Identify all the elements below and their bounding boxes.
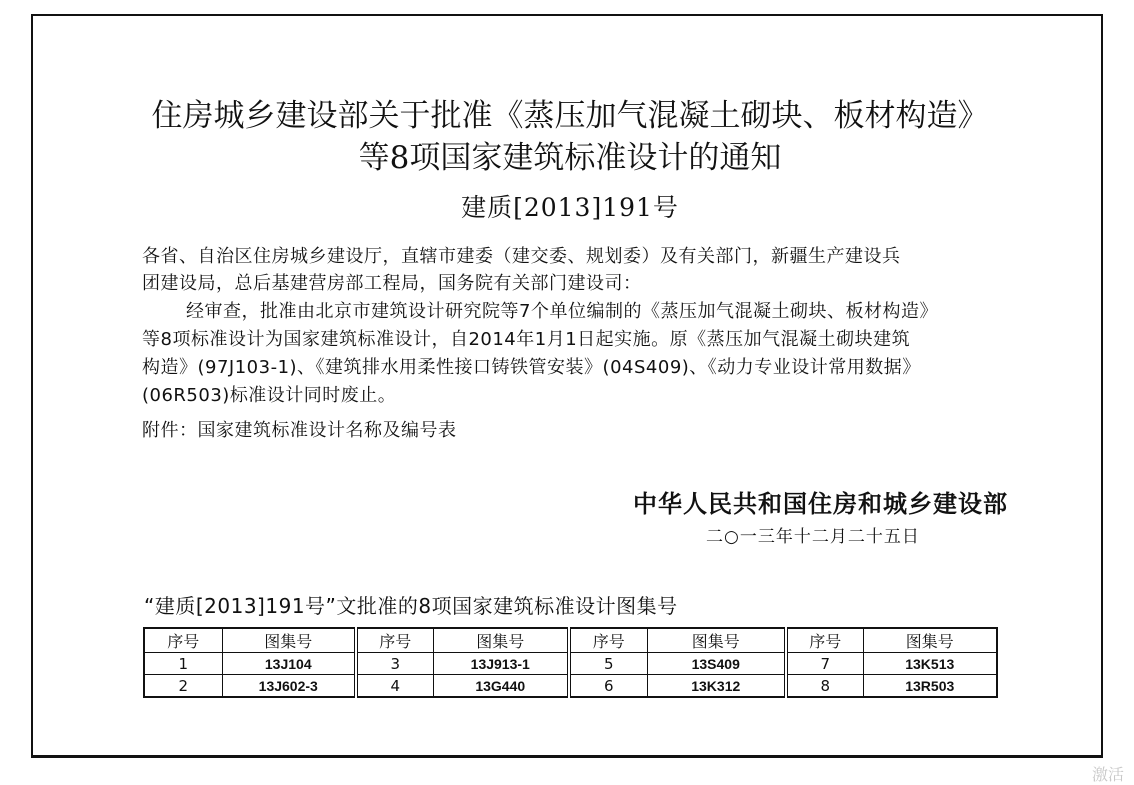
activation-watermark: 激活: [1092, 765, 1125, 784]
code-cell: 13J602-3: [222, 675, 356, 698]
code-cell: 13R503: [863, 675, 997, 698]
header-code: 图集号: [433, 628, 569, 653]
seq-cell: 2: [144, 675, 222, 698]
table-row: [144, 675, 997, 698]
header-seq: 序号: [356, 628, 433, 653]
atlas-number-table: [143, 627, 998, 698]
header-code: 图集号: [863, 628, 997, 653]
table-header-row: [144, 628, 997, 653]
table-row: [144, 653, 997, 675]
body-line-6: (06R503)标准设计同时废止。: [142, 385, 397, 406]
code-cell: 13K312: [647, 675, 786, 698]
header-code: 图集号: [647, 628, 786, 653]
table-caption: “建质[2013]191号”文批准的8项国家建筑标准设计图集号: [144, 594, 678, 618]
seq-cell: 1: [144, 653, 222, 675]
code-cell: 13S409: [647, 653, 786, 675]
attachment-line: 附件：国家建筑标准设计名称及编号表: [142, 420, 457, 441]
notice-title-line1: 住房城乡建设部关于批准《蒸压加气混凝土砌块、板材构造》: [151, 98, 989, 134]
header-code: 图集号: [222, 628, 356, 653]
notice-title-line2: 等8项国家建筑标准设计的通知: [358, 140, 782, 176]
header-seq: 序号: [569, 628, 647, 653]
code-cell: 13J104: [222, 653, 356, 675]
body-line-4: 等8项标准设计为国家建筑标准设计，自2014年1月1日起实施。原《蒸压加气混凝土砌块建筑: [142, 329, 911, 350]
document-number: 建质[2013]191号: [461, 193, 679, 222]
body-line-2: 团建设局，总后基建营房部工程局，国务院有关部门建设司：: [142, 273, 642, 294]
seq-cell: 6: [569, 675, 647, 698]
code-cell: 13K513: [863, 653, 997, 675]
body-line-1: 各省、自治区住房城乡建设厅，直辖市建委（建交委、规划委）及有关部门，新疆生产建设兵: [142, 246, 901, 267]
code-cell: 13G440: [433, 675, 569, 698]
seq-cell: 4: [356, 675, 433, 698]
header-seq: 序号: [786, 628, 863, 653]
issuing-authority: 中华人民共和国住房和城乡建设部: [633, 490, 1008, 518]
issue-date: 二○一三年十二月二十五日: [706, 527, 920, 547]
seq-cell: 3: [356, 653, 433, 675]
seq-cell: 8: [786, 675, 863, 698]
code-cell: 13J913-1: [433, 653, 569, 675]
seq-cell: 5: [569, 653, 647, 675]
seq-cell: 7: [786, 653, 863, 675]
header-seq: 序号: [144, 628, 222, 653]
body-line-5: 构造》(97J103-1)、《建筑排水用柔性接口铸铁管安装》(04S409)、《动力专业设计常用数据》: [142, 357, 921, 378]
body-line-3: 经审查，批准由北京市建筑设计研究院等7个单位编制的《蒸压加气混凝土砌块、板材构造》: [186, 301, 938, 322]
